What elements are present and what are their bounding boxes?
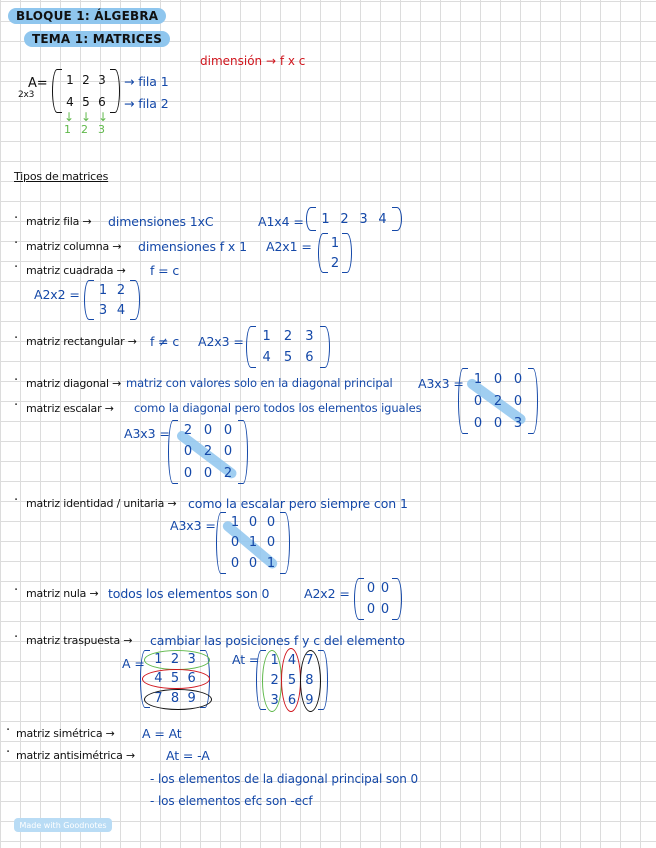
bullet: · [6,745,11,760]
bullet: · [14,398,19,413]
block-title: BLOQUE 1: ÁLGEBRA [8,8,166,24]
type-label: matriz nula → [26,587,99,600]
note-line: - los elementos de la diagonal principal son 0 [150,772,419,786]
matrix-cell: 2 [283,329,293,344]
section-title: Tipos de matrices [14,170,109,183]
matrix-cell: 2 [270,672,279,688]
example-label: A1x4 = [258,214,304,229]
matrix-cell: 4 [378,211,387,227]
right-bracket [528,368,538,434]
matrix-cell: 0 [230,556,240,572]
down-arrow-icon: ↓ [64,110,75,124]
matrix-cell: 2 [493,393,503,409]
left-bracket [458,368,468,434]
matrix-cell: 0 [183,465,193,481]
row-matrix [306,207,402,231]
column-2-ring [281,648,301,712]
type-label: matriz antisimétrica → [16,749,135,762]
intro-matrix [52,69,120,113]
right-bracket [392,207,402,231]
matrix-cell: 0 [513,393,523,409]
row-1-label: → fila 1 [124,74,169,89]
example-label: A2x2 = [304,586,350,601]
matrix-cell: 1 [230,514,240,530]
topic-title: TEMA 1: MATRICES [24,31,170,47]
matrix-cell: 2 [183,423,193,439]
matrix-label: A= [28,76,48,91]
matrix-cell: 0 [473,415,483,431]
matrix-cell: 3 [98,73,106,87]
rectangular-matrix [246,326,330,368]
matrix-cell: 3 [270,692,279,708]
column-label: 1 [64,123,71,136]
matrix-cell: 8 [170,690,180,706]
type-label: matriz simétrica → [16,727,115,740]
goodnotes-badge: Made with Goodnotes [14,818,112,832]
right-bracket [392,578,402,620]
matrix-cell: 6 [305,350,314,365]
matrix-cell: 4 [116,302,126,318]
matrix-cell: 3 [359,211,368,227]
bullet: · [6,723,11,738]
matrix-cell: 0 [380,602,390,617]
matrix-cell: 3 [513,415,523,431]
matrix-cell: 5 [82,95,90,109]
bullet: · [14,373,19,388]
matrix-cell: 5 [170,671,180,687]
identity-matrix [216,512,290,574]
matrix-cell: 2 [330,255,340,271]
matrix-cell: 4 [66,95,74,109]
matrix-cell: 4 [287,652,297,668]
matrix-cell: 0 [473,393,483,409]
type-description: dimensiones f x 1 [138,239,247,254]
matrix-cell: 9 [187,690,196,706]
right-bracket [238,420,248,484]
note-line: - los elementos efc son -ecf [150,794,313,808]
column-matrix [318,233,352,273]
matrix-cell: 2 [116,282,126,298]
type-label: matriz traspuesta → [26,634,133,647]
matrix-cell: 2 [223,465,233,481]
matrix-cell: 6 [187,671,196,687]
matrix-cell: 8 [305,672,314,688]
left-bracket [52,69,62,113]
type-description: como la escalar pero siempre con 1 [188,496,408,511]
matrix-cell: 1 [473,371,483,387]
right-bracket [280,512,290,574]
matrix-cell: 1 [248,535,258,551]
bullet: · [14,331,19,346]
diagonal-matrix [458,368,538,434]
matrix-cell: 1 [154,652,163,668]
left-bracket [246,326,256,368]
bullet: · [14,260,19,275]
type-label: matriz identidad / unitaria → [26,497,177,510]
matrix-cell: 1 [66,73,74,87]
down-arrow-icon: ↓ [98,110,109,124]
row-2-label: → fila 2 [124,96,169,111]
matrix-cell: 1 [262,329,271,344]
right-bracket [320,326,330,368]
bullet: · [14,236,19,251]
type-description: f ≠ c [150,334,180,349]
type-label: matriz diagonal → [26,377,122,390]
matrix-cell: 2 [340,211,349,227]
matrix-cell: 0 [248,556,258,572]
matrix-cell: 0 [203,465,213,481]
matrix-cell: 2 [82,73,90,87]
left-bracket [216,512,226,574]
matrix-cell: 0 [366,602,376,617]
matrix-subscript: 2x3 [18,90,35,100]
matrix-cell: 6 [98,95,106,109]
matrix-cell: 0 [266,514,276,530]
left-bracket [318,233,328,273]
bullet: · [14,211,19,226]
type-description: At = -A [166,748,210,763]
matrix-cell: 6 [287,692,297,708]
type-label: matriz columna → [26,240,122,253]
matrix-cell: 3 [98,302,108,318]
matrix-cell: 5 [283,350,293,365]
matrix-cell: 0 [223,423,233,439]
matrix-cell: 5 [287,672,297,688]
left-bracket [354,578,364,620]
matrix-cell: 0 [380,581,390,596]
bullet: · [14,630,19,645]
scalar-matrix [168,420,248,484]
square-matrix [84,280,140,320]
example-label: A = [122,656,145,671]
matrix-cell: 7 [305,652,314,668]
matrix-cell: 0 [203,423,213,439]
example-label: A2x1 = [266,239,312,254]
row-2-ring [142,669,210,689]
type-description: cambiar las posiciones f y c del elemento [150,633,405,648]
example-label: A3x3 = [418,376,464,391]
row-1-ring [144,650,210,670]
transpose-label: At = [232,652,260,667]
matrix-cell: 0 [183,444,193,460]
column-3-ring [300,650,321,712]
type-label: matriz escalar → [26,402,114,415]
matrix-cell: 9 [305,692,314,708]
matrix-cell: 1 [266,556,276,572]
row-3-ring [144,689,212,710]
right-bracket [130,280,140,320]
left-bracket [168,420,178,484]
type-description: f = c [150,263,180,278]
example-label: A2x3 = [198,334,244,349]
type-description: matriz con valores solo en la diagonal principal [126,376,393,390]
type-label: matriz rectangular → [26,335,137,348]
matrix-cell: 3 [187,652,196,668]
matrix-cell: 0 [248,514,258,530]
type-description: todos los elementos son 0 [108,586,270,601]
right-bracket [342,233,352,273]
down-arrow-icon: ↓ [81,110,92,124]
dimension-note: dimensión → f x c [200,54,306,68]
type-label: matriz cuadrada → [26,264,126,277]
column-1-ring [262,650,282,712]
matrix-cell: 0 [493,371,503,387]
example-label: A3x3 = [170,518,216,533]
matrix-cell: 1 [321,211,330,227]
matrix-cell: 1 [270,652,279,668]
matrix-cell: 0 [223,444,233,460]
right-bracket [110,69,120,113]
bullet: · [14,583,19,598]
matrix-cell: 1 [98,282,108,298]
matrix-cell: 0 [230,535,240,551]
left-bracket [84,280,94,320]
matrix-cell: 1 [330,235,340,251]
bullet: · [14,493,19,508]
matrix-cell: 0 [366,581,376,596]
type-description: A = At [142,726,182,741]
type-label: matriz fila → [26,215,92,228]
matrix-cell: 0 [493,415,503,431]
matrix-cell: 4 [154,671,163,687]
column-label: 3 [98,123,105,136]
matrix-cell: 4 [262,350,271,365]
matrix-cell: 2 [203,444,213,460]
matrix-cell: 0 [266,535,276,551]
type-description: dimensiones 1xC [108,214,214,229]
matrix-cell: 3 [305,329,314,344]
matrix-cell: 7 [154,690,163,706]
column-label: 2 [81,123,88,136]
example-label: A3x3 = [124,426,170,441]
left-bracket [306,207,316,231]
null-matrix [354,578,402,620]
matrix-cell: 2 [170,652,180,668]
type-description: como la diagonal pero todos los elementos iguales [134,401,422,415]
matrix-cell: 0 [513,371,523,387]
example-label: A2x2 = [34,287,80,302]
